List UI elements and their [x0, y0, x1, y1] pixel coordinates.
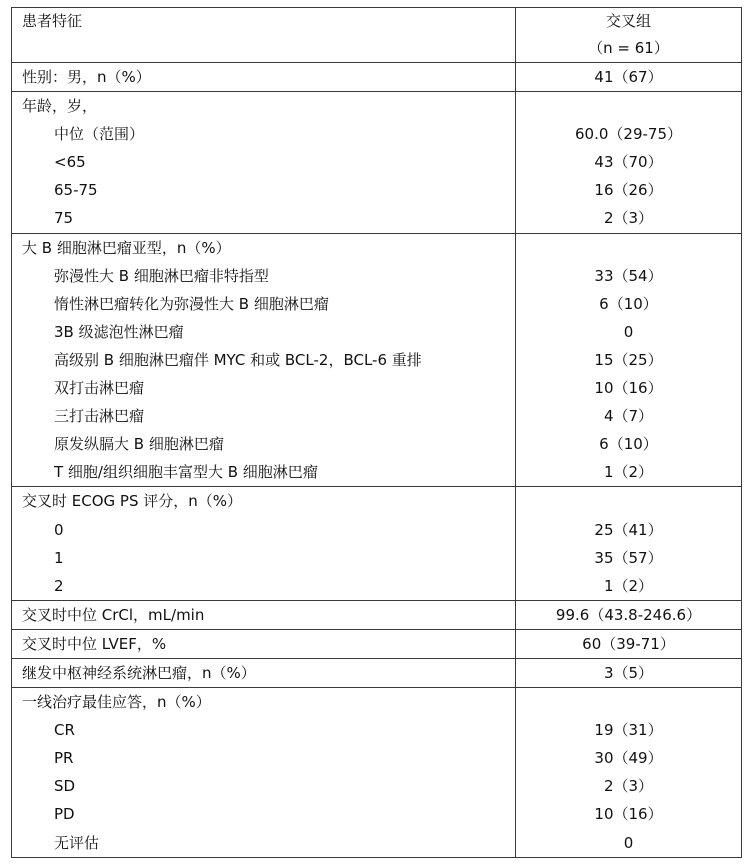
subtype-row-value: 10（16） [594, 379, 663, 398]
header-col2-count: （n = 61） [588, 39, 669, 57]
ecog-row-value: 1（2） [603, 576, 654, 595]
subtype-row-value: 4（7） [603, 407, 654, 426]
response-label: 一线治疗最佳应答，n（%） [22, 693, 211, 712]
cns-value: 3（5） [603, 663, 654, 682]
subtype-group [12, 233, 742, 487]
response-row-value: 30（49） [594, 749, 663, 768]
subtype-row-label: T 细胞/组织细胞丰富型大 B 细胞淋巴瘤 [54, 463, 318, 482]
age-row-value: 16（26） [594, 181, 663, 200]
response-row-label: CR [54, 721, 75, 740]
response-row-value: 10（16） [594, 805, 663, 824]
age-row-label: <65 [54, 153, 86, 172]
subtype-row-label: 惰性淋巴瘤转化为弥漫性大 B 细胞淋巴瘤 [54, 294, 329, 313]
subtype-row-label: 3B 级滤泡性淋巴瘤 [54, 322, 184, 341]
age-row-label: 75 [54, 209, 74, 228]
response-row-label: 无评估 [54, 833, 100, 852]
cns-row [12, 658, 742, 687]
subtype-row-value: 6（10） [599, 435, 658, 454]
subtype-label: 大 B 细胞淋巴瘤亚型，n（%） [22, 238, 231, 257]
response-row-label: SD [54, 777, 76, 796]
age-row-value: 2（3） [603, 209, 654, 228]
ecog-row-label: 1 [54, 548, 64, 567]
response-row-value: 2（3） [603, 777, 654, 796]
header-col2 [516, 8, 742, 63]
ecog-row-value: 25（41） [594, 520, 663, 539]
response-group [12, 688, 742, 858]
subtype-row-value: 15（25） [594, 350, 663, 369]
table-container [11, 7, 741, 858]
age-row-label: 中位（范围） [54, 125, 145, 144]
patient-characteristics-table [11, 7, 742, 858]
subtype-row-value: 0 [623, 322, 634, 341]
header-col1-label: 患者特征 [22, 12, 83, 30]
ecog-group [12, 487, 742, 600]
response-row-label: PD [54, 805, 75, 824]
cns-label: 继发中枢神经系统淋巴瘤，n（%） [22, 663, 256, 682]
lvef-row [12, 629, 742, 658]
ecog-row-label: 2 [54, 576, 64, 595]
subtype-row-value: 33（54） [594, 266, 663, 285]
age-label: 年龄，岁， [22, 97, 98, 116]
age-row-label: 65-75 [54, 181, 98, 200]
subtype-row-label: 双打击淋巴瘤 [54, 379, 145, 398]
response-row-label: PR [54, 749, 74, 768]
subtype-row-value: 6（10） [599, 294, 658, 313]
subtype-row-value: 1（2） [603, 463, 654, 482]
sex-value: 41（67） [594, 68, 663, 86]
sex-label: 性别：男，n（%） [22, 68, 151, 86]
crcl-row [12, 600, 742, 629]
subtype-row-label: 三打击淋巴瘤 [54, 407, 145, 426]
crcl-label: 交叉时中位 CrCl，mL/min [22, 605, 205, 624]
lvef-value: 60（39-71） [582, 634, 675, 653]
subtype-row-label: 高级别 B 细胞淋巴瘤伴 MYC 和或 BCL-2，BCL-6 重排 [54, 350, 422, 369]
age-row-value: 60.0（29-75） [575, 125, 682, 144]
header-row [12, 8, 742, 63]
age-row-value: 43（70） [594, 153, 663, 172]
header-col2-title: 交叉组 [605, 12, 651, 30]
response-row-value: 19（31） [594, 721, 663, 740]
subtype-row-label: 原发纵膈大 B 细胞淋巴瘤 [54, 435, 224, 454]
response-row-value: 0 [623, 833, 634, 852]
subtype-row-label: 弥漫性大 B 细胞淋巴瘤非特指型 [54, 266, 269, 285]
lvef-label: 交叉时中位 LVEF，% [22, 634, 167, 653]
crcl-value: 99.6（43.8-246.6） [555, 605, 702, 624]
ecog-row-value: 35（57） [594, 548, 663, 567]
age-group [12, 92, 742, 233]
header-col1 [12, 8, 516, 63]
ecog-row-label: 0 [54, 520, 64, 539]
ecog-label: 交叉时 ECOG PS 评分，n（%） [22, 492, 243, 511]
sex-row [12, 63, 742, 92]
